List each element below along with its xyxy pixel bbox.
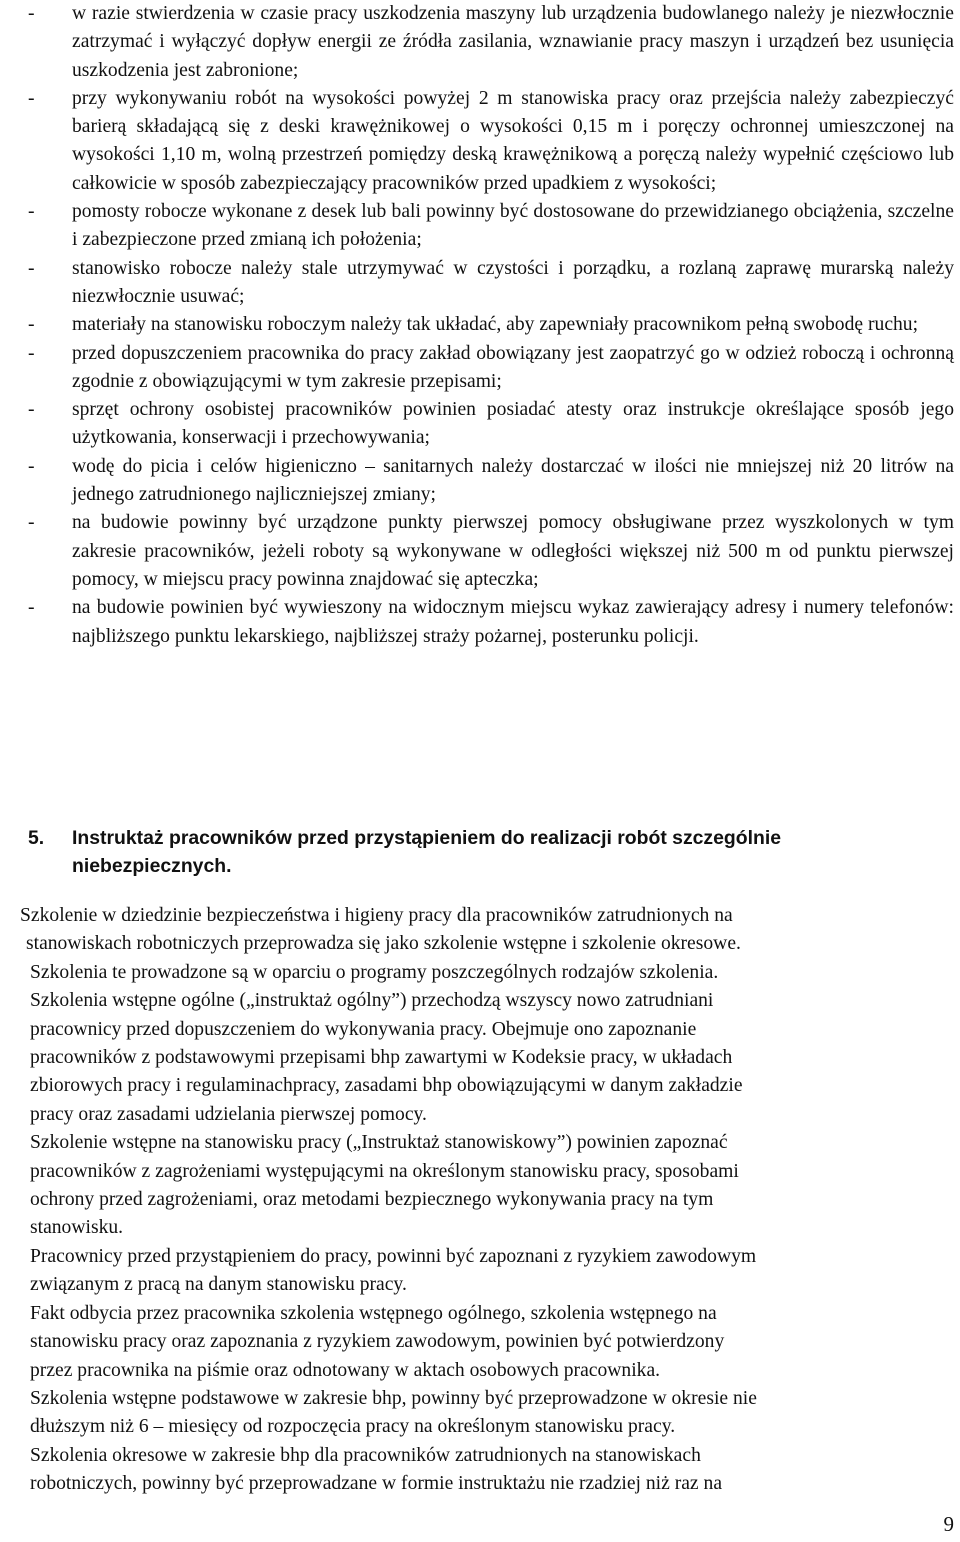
bullet-dash: - [28, 512, 35, 534]
bullet-dash: - [28, 87, 35, 109]
paragraph-line: związanym z pracą na danym stanowisku pracy. [30, 1274, 407, 1296]
list-item [28, 0, 958, 85]
paragraph-line: Pracownicy przed przystąpieniem do pracy, powinni być zapoznani z ryzykiem zawodowym [30, 1245, 757, 1267]
list-item [28, 198, 958, 255]
paragraph-line: Szkolenia te prowadzone są w oparciu o programy poszczególnych rodzajów szkolenia. [30, 961, 719, 983]
page-number: 9 [943, 1512, 954, 1536]
paragraph-line: stanowisku. [30, 1217, 124, 1239]
paragraph-line: stanowiskach robotniczych przeprowadza się jako szkolenie wstępne i szkolenie okresowe. [26, 933, 741, 955]
list-item [28, 396, 958, 453]
list-item-text: na budowie powinny być urządzone punkty pierwszej pomocy obsługiwane przez wyszkolonych w tym zakresie pracowników, jeżeli roboty są wykonywane w odległości większej niż 500 m od punktu pierwszej pomocy, w miejscu pracy powinna znajdować się apteczka; [72, 512, 954, 590]
list-item [28, 453, 958, 510]
paragraph-line: Szkolenie wstępne na stanowisku pracy („Instruktaż stanowiskowy”) powinien zapoznać [30, 1132, 728, 1154]
bullet-dash: - [28, 201, 35, 223]
list-item [28, 311, 958, 339]
bullet-dash: - [28, 399, 35, 421]
list-item-text: przed dopuszczeniem pracownika do pracy zakład obowiązany jest zaopatrzyć go w odzież roboczą i ochronną zgodnie z obowiązującymi w tym zakresie przepisami; [72, 342, 954, 392]
section-heading [28, 824, 928, 880]
list-item [28, 255, 958, 312]
paragraph-line: ochrony przed zagrożeniami, oraz metodami bezpiecznego wykonywania pracy na tym [30, 1189, 714, 1211]
bullet-dash: - [28, 314, 35, 336]
list-item-text: na budowie powinien być wywieszony na widocznym miejscu wykaz zawierający adresy i numery telefonów: najbliższego punktu lekarskiego, najbliższej straży pożarnej, posterunku policji. [72, 597, 954, 647]
section-body [20, 902, 950, 1499]
list-item-text: w razie stwierdzenia w czasie pracy uszkodzenia maszyny lub urządzenia budowlanego należy je niezwłocznie zatrzymać i wyłączyć dopływ energii ze źródła zasilania, wznawianie pracy maszyn i urządzeń bez usunięcia uszkodzenia jest zabronione; [72, 3, 954, 81]
paragraph-line: pracowników z zagrożeniami występującymi na określonym stanowisku pracy, sposobami [30, 1160, 739, 1182]
list-item-text: stanowisko robocze należy stale utrzymywać w czystości i porządku, a rozlaną zaprawę murarską należy niezwłocznie usuwać; [72, 257, 954, 307]
paragraph-line: pracowników z podstawowymi przepisami bhp zawartymi w Kodeksie pracy, w układach [30, 1047, 733, 1069]
list-item-text: wodę do picia i celów higieniczno – sanitarnych należy dostarczać w ilości nie mniejszej niż 20 litrów na jednego zatrudnionego najliczniejszej zmiany; [72, 455, 954, 506]
paragraph-line: zbiorowych pracy i regulaminachpracy, zasadami bhp obowiązującymi w danym zakładzie [30, 1075, 743, 1097]
list-item-text: przy wykonywaniu robót na wysokości powyżej 2 m stanowiska pracy oraz przejścia należy zabezpieczyć barierą składającą się z deski krawężnikowej o wysokości 0,15 m i poręczy ochronnej umieszczonej na wysokości 1,10 m, wolną przestrzeń pomiędzy deską krawężnikową a poręczą należy wypełnić częściowo lub całkowicie w sposób zabezpieczający pracowników przed upadkiem z wysokości; [72, 87, 954, 194]
bullet-dash: - [28, 455, 35, 477]
bullet-dash: - [28, 597, 35, 619]
bullet-dash: - [28, 3, 35, 24]
paragraph-line: Szkolenia wstępne ogólne („instruktaż ogólny”) przechodzą wszyscy nowo zatrudniani [30, 990, 714, 1012]
list-item [28, 85, 958, 198]
section-title: Instruktaż pracowników przed przystąpieniem do realizacji robót szczególnie niebezpiecznych. [72, 827, 781, 877]
list-item-text: sprzęt ochrony osobistej pracowników powinien posiadać atesty oraz instrukcje określające sposób jego użytkowania, konserwacji i przechowywania; [72, 399, 954, 449]
list-item [28, 594, 958, 651]
safety-rules-list [28, 0, 958, 651]
paragraph-line: Szkolenia okresowe w zakresie bhp dla pracowników zatrudnionych na stanowiskach [30, 1444, 701, 1466]
paragraph-line: stanowisku pracy oraz zapoznania z ryzykiem zawodowym, powinien być potwierdzony [30, 1331, 725, 1353]
list-item-text: materiały na stanowisku roboczym należy tak układać, aby zapewniały pracownikom pełną swobodę ruchu; [72, 314, 919, 336]
paragraph-line: Fakt odbycia przez pracownika szkolenia wstępnego ogólnego, szkolenia wstępnego na [30, 1302, 717, 1324]
paragraph-line: Szkolenie w dziedzinie bezpieczeństwa i higieny pracy dla pracowników zatrudnionych na [20, 905, 733, 926]
paragraph-line: przez pracownika na piśmie oraz odnotowany w aktach osobowych pracownika. [30, 1359, 661, 1381]
bullet-dash: - [28, 257, 35, 279]
paragraph-line: pracownicy przed dopuszczeniem do wykonywania pracy. Obejmuje ono zapoznanie [30, 1018, 697, 1040]
paragraph-line: robotniczych, powinny być przeprowadzane w formie instruktażu nie rzadziej niż raz na [30, 1473, 723, 1495]
list-item [28, 509, 958, 594]
list-item-text: pomosty robocze wykonane z desek lub bali powinny być dostosowane do przewidzianego obciążenia, szczelne i zabezpieczone przed zmianą ich położenia; [72, 201, 954, 251]
paragraph-line: dłuższym niż 6 – miesięcy od rozpoczęcia pracy na określonym stanowisku pracy. [30, 1416, 676, 1438]
paragraph-line: Szkolenia wstępne podstawowe w zakresie bhp, powinny być przeprowadzone w okresie nie [30, 1387, 757, 1409]
list-item [28, 340, 958, 397]
section-number: 5. [28, 827, 45, 849]
bullet-dash: - [28, 342, 35, 364]
paragraph-line: pracy oraz zasadami udzielania pierwszej pomocy. [30, 1103, 427, 1125]
